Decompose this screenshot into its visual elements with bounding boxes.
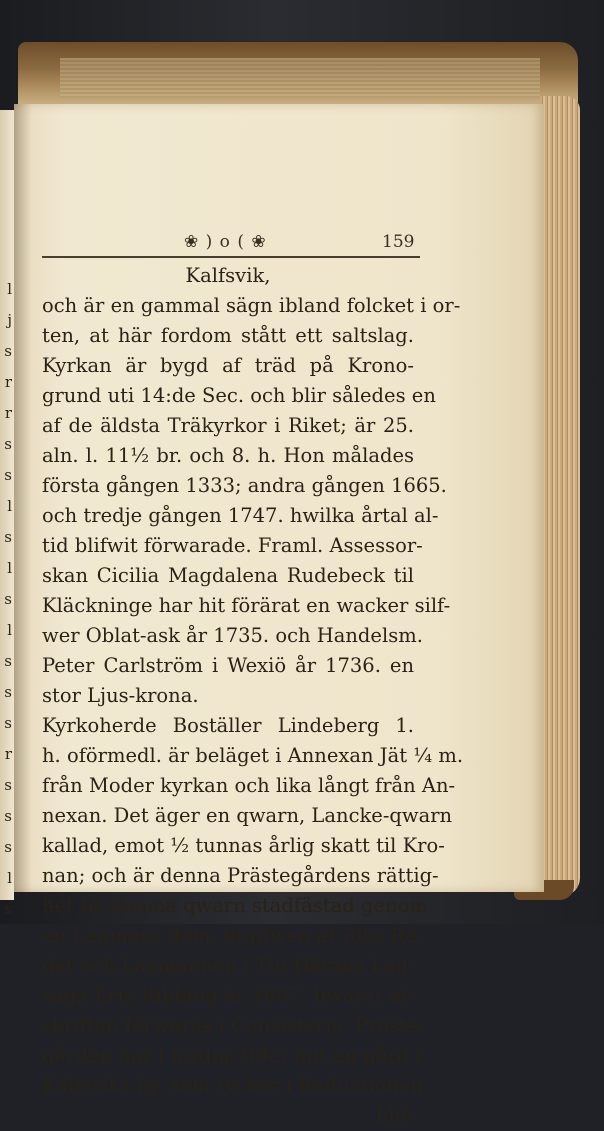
facing-letter: r — [4, 745, 12, 763]
book-page — [14, 104, 544, 1127]
text-line: Kyrkoherde Boställer Lindeberg 1. — [42, 714, 414, 737]
text-line: gården har i fordna tider ägt en gård i — [42, 1044, 422, 1067]
facing-letter: s — [4, 714, 12, 732]
text-line: ten, at här fordom stått ett saltslag. — [42, 324, 414, 347]
facing-letter: l — [7, 869, 12, 887]
text-line: het til samma qwarn stadfästad genom — [42, 894, 428, 917]
text-line: nexan. Det äger en qwarn, Lancke-qwarn — [42, 804, 453, 827]
header-rule — [42, 256, 420, 258]
running-header — [184, 232, 424, 254]
facing-letter: s — [4, 652, 12, 670]
text-line: Kalfsvik, — [185, 264, 271, 287]
facing-page-edge — [0, 110, 14, 918]
text-line: från Moder kyrkan och lika långt från An- — [42, 774, 456, 797]
text-line: och tredje gången 1747. hwilka årtal al- — [42, 504, 439, 527]
text-line: det och Laamannen i Tio Härads Lag- — [42, 954, 415, 977]
text-line: första gången 1333; andra gången 1665. — [42, 474, 447, 497]
body-text — [42, 261, 464, 1131]
facing-letter: l — [7, 559, 12, 577]
text-line: skriften förwaras i Consistorio. Präste- — [42, 1014, 426, 1037]
text-line: h. oförmedl. är beläget i Annexan Jät ¼ m. — [42, 744, 464, 767]
text-line: tid blifwit förwarade. Framl. Assessor- — [42, 534, 423, 557]
text-line: kallad, emot ½ tunnas årlig skatt til Kro- — [42, 834, 445, 857]
page-number: 159 — [382, 232, 415, 252]
facing-letter: l — [7, 621, 12, 639]
text-line: skan Cicilia Magdalena Rudebeck til — [42, 564, 414, 587]
facing-letter: r — [4, 404, 12, 422]
facing-letter: s — [4, 342, 12, 360]
facing-letter: s — [4, 590, 12, 608]
facing-letter: s — [4, 528, 12, 546]
text-line: grund uti 14:de Sec. och blir således en — [42, 384, 436, 407]
spine-shadow — [14, 104, 32, 892]
facing-letter: l — [7, 497, 12, 515]
text-line: och är en gammal sägn ibland folcket i or- — [42, 294, 461, 317]
text-line: stor Ljus-krona. — [42, 684, 199, 707]
book-fore-edge — [540, 96, 580, 896]
text-line: Kyrkan är bygd af träd på Krono- — [42, 354, 414, 377]
facing-letter: l — [7, 280, 12, 298]
facing-letter: s — [4, 776, 12, 794]
facing-letter: j — [7, 311, 12, 329]
text-line: Kalfsviks by, som tyckes i Reductionen — [42, 1074, 424, 1097]
facing-letter: s — [4, 838, 12, 856]
facing-letter: s — [4, 683, 12, 701]
text-line: Peter Carlström i Wexiö år 1736. en — [42, 654, 414, 677]
book-top-page-edges — [60, 58, 540, 98]
facing-letter: r — [4, 373, 12, 391]
facing-page-letters — [0, 280, 12, 931]
text-line: aln. l. 11½ br. och 8. h. Hon målades — [42, 444, 414, 467]
text-line: af de äldsta Träkyrkor i Riket; är 25. — [42, 414, 414, 437]
text-line: saga Eric Ribbing år 1607. hwarat af- — [42, 984, 414, 1007]
facing-letter: s — [4, 900, 12, 918]
header-ornament: ❀ ) o ( ❀ — [184, 232, 267, 252]
catchword: blif- — [375, 1104, 414, 1127]
text-line: wer Oblat-ask år 1735. och Handelsm. — [42, 624, 423, 647]
text-line: nan; och är denna Prästegårdens rättig- — [42, 864, 439, 887]
text-line: Kläckninge har hit förärat en wacker silf- — [42, 594, 451, 617]
facing-letter: s — [4, 466, 12, 484]
facing-letter: s — [4, 435, 12, 453]
text-line: en Lagmans dom, utgifwen af Riks Rå- — [42, 924, 424, 947]
facing-letter: s — [4, 807, 12, 825]
